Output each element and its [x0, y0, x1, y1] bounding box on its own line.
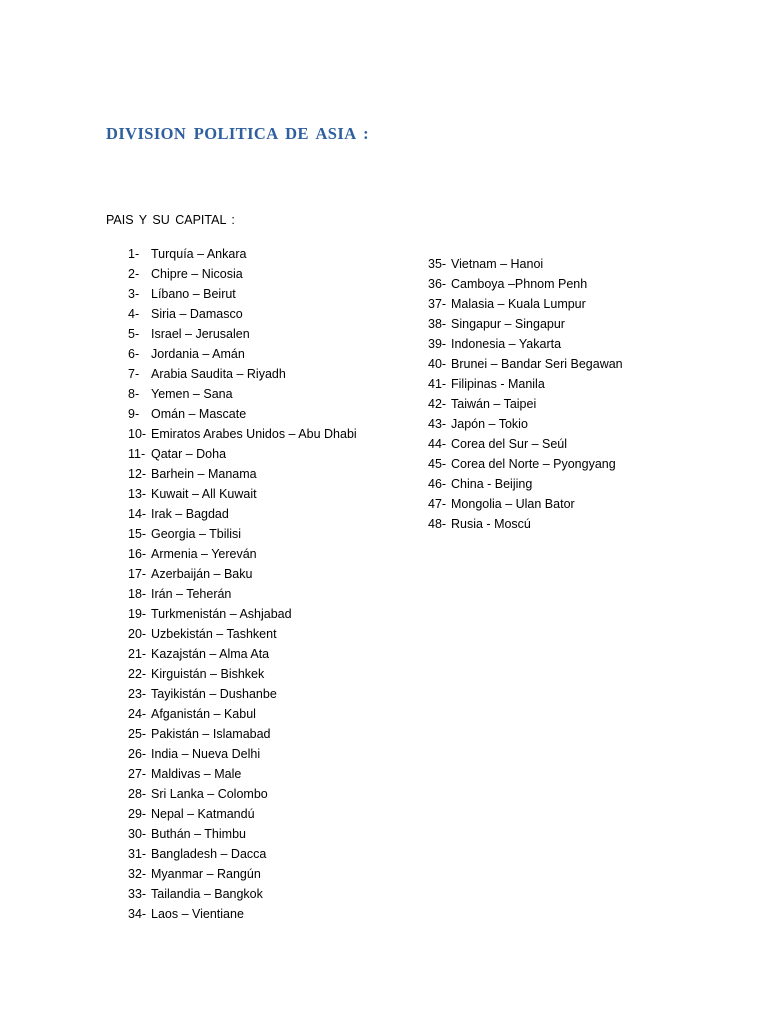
list-item [428, 514, 623, 534]
list-item [128, 764, 357, 784]
list-item [128, 624, 357, 644]
list-item [128, 444, 357, 464]
list-item-number: 18- [128, 587, 147, 601]
list-item-number: 5- [128, 327, 140, 341]
list-item [128, 404, 357, 424]
list-item-text: Maldivas – Male [151, 767, 242, 781]
list-item-text: Arabia Saudita – Riyadh [151, 367, 286, 381]
list-item-number: 34- [128, 907, 147, 921]
list-item-number: 33- [128, 887, 147, 901]
list-item [428, 354, 623, 374]
list-item-number: 13- [128, 487, 147, 501]
list-item-text: Kazajstán – Alma Ata [151, 647, 270, 661]
list-item [128, 484, 357, 504]
list-item-text: Barhein – Manama [151, 467, 257, 481]
list-item-number: 48- [428, 517, 447, 531]
list-item [428, 274, 623, 294]
country-list-left-column [128, 244, 357, 924]
list-item [428, 494, 623, 514]
list-item [128, 344, 357, 364]
list-item-text: Camboya –Phnom Penh [451, 277, 588, 291]
list-item-text: Japón – Tokio [451, 417, 528, 431]
list-item-number: 10- [128, 427, 147, 441]
list-item-number: 8- [128, 387, 140, 401]
list-item [428, 454, 623, 474]
list-item-number: 46- [428, 477, 447, 491]
list-item-number: 42- [428, 397, 447, 411]
list-item-number: 12- [128, 467, 147, 481]
list-item [428, 414, 623, 434]
list-item-number: 31- [128, 847, 147, 861]
list-item-number: 35- [428, 257, 447, 271]
list-item-text: Laos – Vientiane [151, 907, 244, 921]
list-item-text: Bangladesh – Dacca [151, 847, 267, 861]
list-item-text: Pakistán – Islamabad [151, 727, 271, 741]
list-item [128, 824, 357, 844]
list-item-number: 24- [128, 707, 147, 721]
list-item-text: Turkmenistán – Ashjabad [151, 607, 292, 621]
list-item-number: 47- [428, 497, 447, 511]
list-item-number: 39- [428, 337, 447, 351]
list-item-text: Uzbekistán – Tashkent [151, 627, 277, 641]
list-item [128, 864, 357, 884]
list-item-text: Turquía – Ankara [151, 247, 247, 261]
list-item-text: Singapur – Singapur [451, 317, 565, 331]
list-item-text: Vietnam – Hanoi [451, 257, 544, 271]
list-item [128, 284, 357, 304]
list-item-text: Irán – Teherán [151, 587, 232, 601]
list-item-number: 44- [428, 437, 447, 451]
list-item-number: 26- [128, 747, 147, 761]
list-item-number: 20- [128, 627, 147, 641]
list-item-text: Tayikistán – Dushanbe [151, 687, 277, 701]
list-item-number: 17- [128, 567, 147, 581]
list-item [128, 324, 357, 344]
list-item-text: Indonesia – Yakarta [451, 337, 562, 351]
list-item [128, 504, 357, 524]
list-item-text: Jordania – Amán [151, 347, 245, 361]
list-item-number: 6- [128, 347, 140, 361]
list-item-text: Nepal – Katmandú [151, 807, 255, 821]
list-item [128, 784, 357, 804]
list-item-text: Georgia – Tbilisi [151, 527, 242, 541]
list-item-text: Qatar – Doha [151, 447, 227, 461]
list-item-number: 28- [128, 787, 147, 801]
list-item [128, 304, 357, 324]
list-item-number: 4- [128, 307, 140, 321]
list-item [128, 464, 357, 484]
list-item [128, 384, 357, 404]
list-item-text: Emiratos Arabes Unidos – Abu Dhabi [151, 427, 357, 441]
list-item-text: China - Beijing [451, 477, 533, 491]
list-item-number: 19- [128, 607, 147, 621]
list-item-text: India – Nueva Delhi [151, 747, 261, 761]
list-item-number: 9- [128, 407, 140, 421]
list-item-text: Taiwán – Taipei [451, 397, 537, 411]
list-item-number: 1- [128, 247, 140, 261]
list-item [128, 604, 357, 624]
list-item-number: 15- [128, 527, 147, 541]
list-item-number: 37- [428, 297, 447, 311]
list-item [128, 644, 357, 664]
list-item-number: 21- [128, 647, 147, 661]
list-item-number: 11- [128, 447, 146, 461]
list-item [428, 434, 623, 454]
list-item-text: Tailandia – Bangkok [151, 887, 263, 901]
list-item [428, 374, 623, 394]
list-item [128, 704, 357, 724]
list-item [128, 804, 357, 824]
list-item-number: 2- [128, 267, 140, 281]
list-item [128, 364, 357, 384]
list-item [128, 564, 357, 584]
list-item-text: Corea del Sur – Seúl [451, 437, 568, 451]
list-item [128, 524, 357, 544]
section-subtitle: PAIS Y SU CAPITAL : [106, 213, 235, 227]
list-item-text: Afganistán – Kabul [151, 707, 256, 721]
list-item [428, 334, 623, 354]
list-item-number: 38- [428, 317, 447, 331]
list-item-text: Omán – Mascate [151, 407, 247, 421]
list-item-text: Filipinas - Manila [451, 377, 545, 391]
list-item-text: Azerbaiján – Baku [151, 567, 253, 581]
list-item-text: Yemen – Sana [151, 387, 233, 401]
list-item-text: Malasia – Kuala Lumpur [451, 297, 586, 311]
list-item [128, 664, 357, 684]
list-item [128, 424, 357, 444]
list-item-number: 25- [128, 727, 147, 741]
list-item-text: Corea del Norte – Pyongyang [451, 457, 616, 471]
list-item [128, 264, 357, 284]
list-item [128, 584, 357, 604]
list-item-text: Chipre – Nicosia [151, 267, 243, 281]
list-item-text: Líbano – Beirut [151, 287, 236, 301]
list-item-text: Kuwait – All Kuwait [151, 487, 257, 501]
list-item [128, 684, 357, 704]
list-item-number: 30- [128, 827, 147, 841]
list-item-number: 22- [128, 667, 147, 681]
list-item [428, 314, 623, 334]
list-item [428, 294, 623, 314]
list-item [428, 254, 623, 274]
list-item-text: Sri Lanka – Colombo [151, 787, 268, 801]
list-item-text: Myanmar – Rangún [151, 867, 261, 881]
list-item [128, 884, 357, 904]
list-item-text: Armenia – Yereván [151, 547, 257, 561]
list-item-number: 3- [128, 287, 140, 301]
list-item-number: 16- [128, 547, 147, 561]
list-item [128, 544, 357, 564]
list-item-text: Irak – Bagdad [151, 507, 229, 521]
list-item [128, 904, 357, 924]
list-item-number: 29- [128, 807, 147, 821]
list-item [128, 724, 357, 744]
list-item-number: 36- [428, 277, 447, 291]
list-item-number: 32- [128, 867, 147, 881]
list-item-number: 40- [428, 357, 447, 371]
list-item-text: Kirguistán – Bishkek [151, 667, 265, 681]
list-item-number: 7- [128, 367, 140, 381]
list-item-number: 43- [428, 417, 447, 431]
list-item-number: 41- [428, 377, 447, 391]
list-item-text: Buthán – Thimbu [151, 827, 246, 841]
list-item-text: Siria – Damasco [151, 307, 243, 321]
list-item-number: 27- [128, 767, 147, 781]
list-item-text: Brunei – Bandar Seri Begawan [451, 357, 623, 371]
list-item-number: 45- [428, 457, 447, 471]
list-item [128, 844, 357, 864]
country-list-right-column [428, 254, 623, 534]
list-item-text: Israel – Jerusalen [151, 327, 250, 341]
page-title: DIVISION POLITICA DE ASIA : [106, 124, 370, 143]
list-item-text: Mongolia – Ulan Bator [451, 497, 575, 511]
list-item-text: Rusia - Moscú [451, 517, 531, 531]
list-item [428, 394, 623, 414]
list-item-number: 23- [128, 687, 147, 701]
list-item [428, 474, 623, 494]
list-item [128, 244, 357, 264]
list-item [128, 744, 357, 764]
list-item-number: 14- [128, 507, 147, 521]
